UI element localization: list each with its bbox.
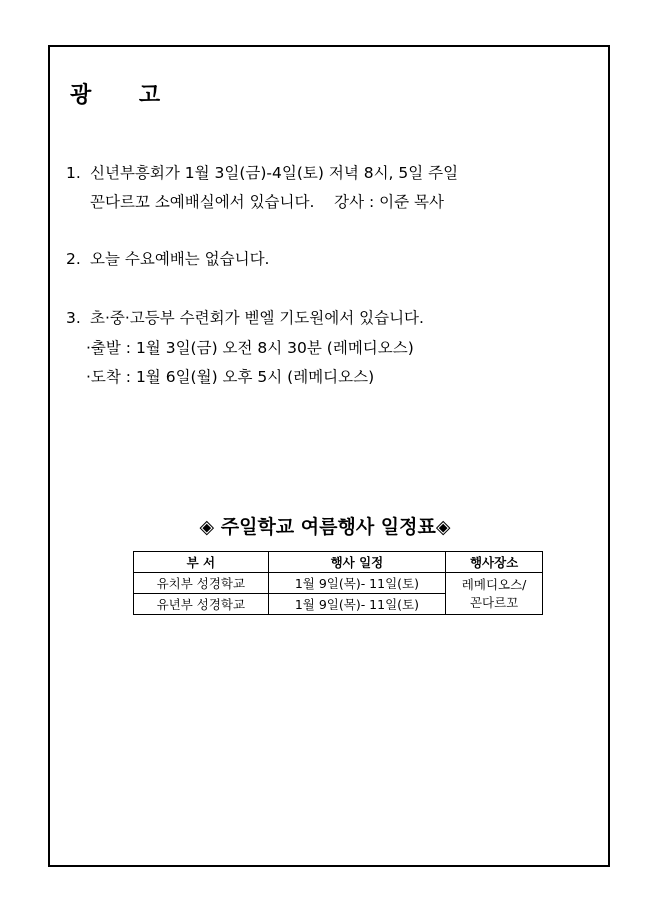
header-place: 행사장소 <box>446 552 543 573</box>
page-title: 광 고 <box>70 83 181 108</box>
header-dates: 행사 일정 <box>268 552 446 573</box>
header-department: 부 서 <box>134 552 269 573</box>
table-row <box>134 573 543 594</box>
place-cell <box>446 573 543 615</box>
place-line-1: 레메디오스/ <box>461 576 527 592</box>
announcement-1-line-1: 신년부흥회가 1월 3일(금)-4일(토) 저녁 8시, 5일 주일 <box>90 164 459 182</box>
announcement-3-arrival: ·도착 : 1월 6일(월) 오후 5시 (레메디오스) <box>86 368 375 386</box>
row-1-department: 유치부 성경학교 <box>134 573 269 594</box>
announcement-3-number: 3. <box>66 309 81 327</box>
announcement-2-number: 2. <box>66 250 81 268</box>
row-2-department: 유년부 성경학교 <box>134 594 269 615</box>
place-line-2: 꼰다르꼬 <box>469 594 519 610</box>
announcement-1-line-2: 꼰다르꼬 소예배실에서 있습니다. 강사 : 이준 목사 <box>90 193 444 211</box>
schedule-title: ◈ 주일학교 여름행사 일정표◈ <box>199 516 451 538</box>
schedule-table <box>133 551 543 615</box>
announcement-1-number: 1. <box>66 164 81 182</box>
row-1-dates: 1월 9일(목)- 11일(토) <box>268 573 446 594</box>
row-2-dates: 1월 9일(목)- 11일(토) <box>268 594 446 615</box>
announcement-2-line-1: 오늘 수요예배는 없습니다. <box>90 250 270 268</box>
announcement-3-line-1: 초·중·고등부 수련회가 벧엘 기도원에서 있습니다. <box>90 309 424 327</box>
announcement-3-departure: ·출발 : 1월 3일(금) 오전 8시 30분 (레메디오스) <box>86 339 414 357</box>
schedule-header-row <box>134 552 543 573</box>
